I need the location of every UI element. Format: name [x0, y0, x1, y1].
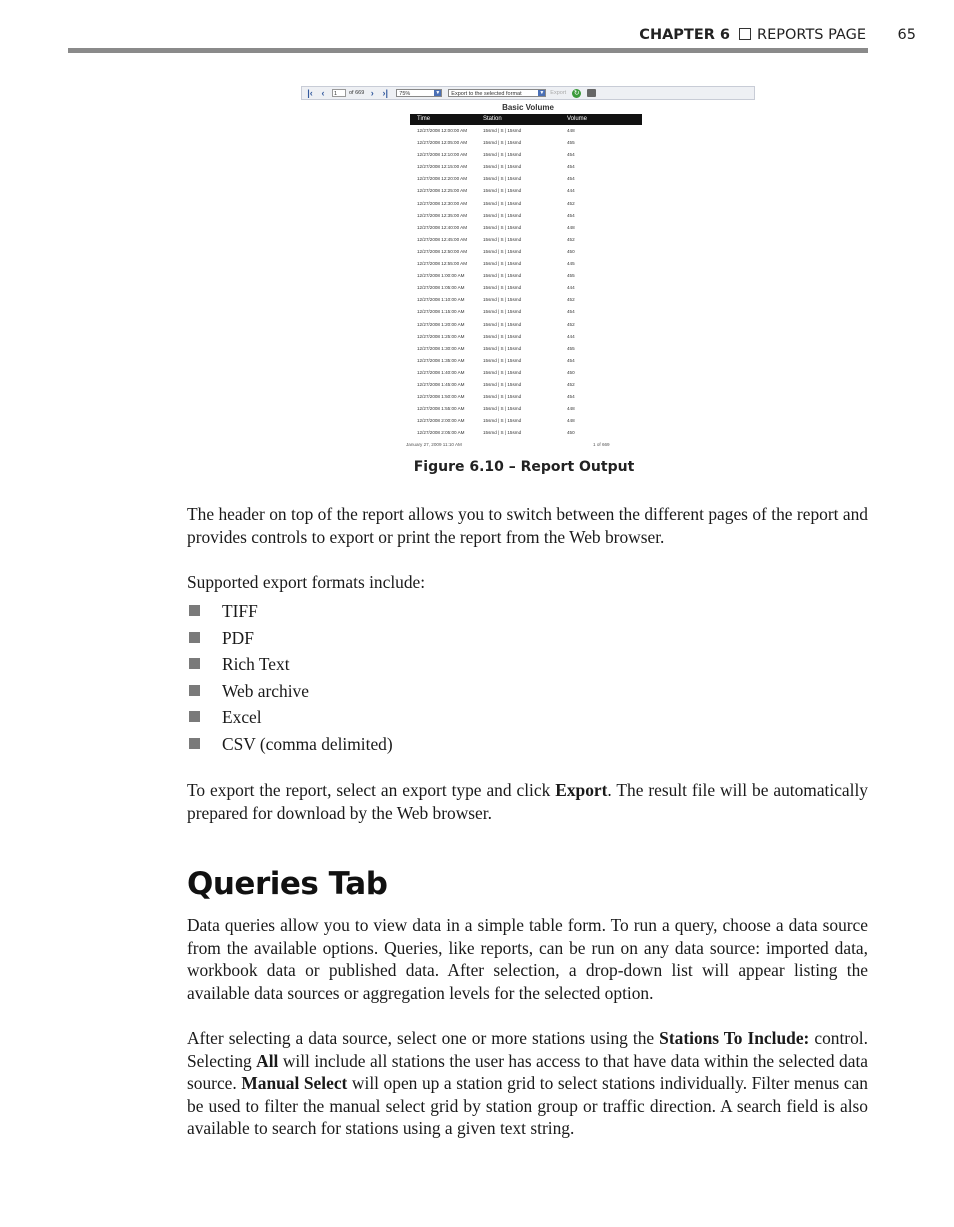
table-row — [410, 258, 642, 270]
cell-time: 12/27/2008 1:40:00 AM — [417, 369, 465, 375]
cell-station: 15smd | S | 15smd — [483, 140, 522, 146]
column-header-station: Station — [483, 116, 502, 122]
cell-volume: 452 — [567, 321, 575, 327]
box-separator-icon — [739, 28, 751, 40]
cell-station: 15smd | S | 15smd — [483, 321, 522, 327]
cell-time: 12/27/2008 1:00:00 AM — [417, 273, 465, 279]
cell-station: 15smd | S | 15smd — [483, 394, 522, 400]
cell-station: 15smd | S | 15smd — [483, 200, 522, 206]
cell-time: 12/27/2008 1:10:00 AM — [417, 297, 465, 303]
table-row — [410, 125, 642, 137]
cell-station: 15smd | S | 15smd — [483, 224, 522, 230]
figure-caption: Figure 6.10 – Report Output — [413, 459, 635, 475]
first-page-icon[interactable]: |‹ — [307, 88, 313, 98]
cell-volume: 454 — [567, 357, 575, 363]
table-row — [410, 306, 642, 318]
chevron-down-icon: ▼ — [435, 90, 441, 96]
export-format-value: Export to the selected format — [451, 91, 522, 97]
cell-time: 12/27/2008 12:05:00 AM — [417, 140, 468, 146]
table-row — [410, 246, 642, 258]
previous-page-icon[interactable]: ‹ — [321, 88, 325, 98]
paragraph-export-instructions: To export the report, select an export type and click Export. The result file will be automatically prepared for download by the Web browser. — [187, 780, 868, 823]
cell-volume: 454 — [567, 394, 575, 400]
cell-time: 12/27/2008 12:20:00 AM — [417, 176, 468, 182]
cell-volume: 444 — [567, 333, 575, 339]
table-row — [410, 319, 642, 331]
cell-station: 15smd | S | 15smd — [483, 212, 522, 218]
cell-time: 12/27/2008 1:45:00 AM — [417, 381, 465, 387]
cell-time: 12/27/2008 1:25:00 AM — [417, 333, 465, 339]
table-row — [410, 161, 642, 173]
bold-stations-to-include: Stations To Include: — [659, 1028, 810, 1048]
export-formats-list — [187, 600, 393, 760]
cell-time: 12/27/2008 12:40:00 AM — [417, 224, 468, 230]
cell-station: 15smd | S | 15smd — [483, 333, 522, 339]
table-row — [410, 282, 642, 294]
page-input[interactable]: 1 — [332, 89, 346, 97]
cell-time: 12/27/2008 1:20:00 AM — [417, 321, 465, 327]
page-total: of 669 — [349, 90, 365, 96]
zoom-value: 75% — [399, 91, 411, 97]
list-item: CSV (comma delimited) — [187, 733, 393, 760]
cell-volume: 448 — [567, 406, 575, 412]
table-header — [410, 114, 642, 125]
bold-all: All — [256, 1050, 279, 1071]
cell-station: 15smd | S | 15smd — [483, 406, 522, 412]
list-item: Excel — [187, 706, 393, 733]
table-row — [410, 185, 642, 197]
cell-volume: 454 — [567, 164, 575, 170]
table-row — [410, 234, 642, 246]
table-row — [410, 137, 642, 149]
cell-time: 12/27/2008 2:05:00 AM — [417, 430, 465, 436]
list-item: TIFF — [187, 600, 393, 627]
cell-volume: 454 — [567, 309, 575, 315]
cell-volume: 445 — [567, 261, 575, 267]
table-row — [410, 149, 642, 161]
chapter-heading — [639, 27, 866, 43]
report-toolbar — [301, 86, 755, 100]
running-header — [68, 24, 918, 48]
table-row — [410, 331, 642, 343]
table-body — [410, 125, 642, 439]
cell-time: 12/27/2008 12:10:00 AM — [417, 152, 468, 158]
cell-station: 15smd | S | 15smd — [483, 430, 522, 436]
table-row — [410, 415, 642, 427]
cell-volume: 448 — [567, 128, 575, 133]
cell-time: 12/27/2008 1:35:00 AM — [417, 357, 465, 363]
export-format-select[interactable] — [448, 89, 546, 97]
page-number: 65 — [897, 27, 916, 43]
table-row — [410, 343, 642, 355]
cell-time: 12/27/2008 12:15:00 AM — [417, 164, 468, 170]
cell-station: 15smd | S | 15smd — [483, 357, 522, 363]
cell-time: 12/27/2008 12:45:00 AM — [417, 236, 468, 242]
cell-time: 12/27/2008 12:50:00 AM — [417, 248, 468, 254]
cell-station: 15smd | S | 15smd — [483, 188, 522, 194]
bullet-square-icon — [189, 738, 200, 749]
cell-time: 12/27/2008 1:55:00 AM — [417, 406, 465, 412]
table-row — [410, 355, 642, 367]
paragraph-station-selection: After selecting a data source, select one or more stations using the Stations To Include: control. Selecting All will include all stations the user has access to that have data within the selected data source. Manual Select will open up a station grid to select stations individually. Filter menus can be used to filter the manual select grid by station group or traffic direction. A search field is also available to search for stations using a given text string. — [187, 1028, 868, 1139]
table-row — [410, 379, 642, 391]
last-page-icon[interactable]: ›| — [382, 88, 389, 98]
report-table — [410, 114, 642, 439]
cell-station: 15smd | S | 15smd — [483, 369, 522, 375]
cell-volume: 454 — [567, 152, 575, 158]
list-item: Rich Text — [187, 653, 393, 680]
bold-manual-select: Manual Select — [241, 1073, 348, 1094]
cell-time: 12/27/2008 12:55:00 AM — [417, 261, 468, 267]
table-row — [410, 367, 642, 379]
cell-volume: 452 — [567, 297, 575, 303]
cell-station: 15smd | S | 15smd — [483, 164, 522, 170]
cell-volume: 450 — [567, 369, 575, 375]
cell-volume: 450 — [567, 248, 575, 254]
cell-station: 15smd | S | 15smd — [483, 128, 522, 133]
next-page-icon[interactable]: › — [370, 88, 374, 98]
chevron-down-icon: ▼ — [539, 90, 545, 96]
cell-station: 15smd | S | 15smd — [483, 309, 522, 315]
table-row — [410, 391, 642, 403]
cell-time: 12/27/2008 12:00:00 AM — [417, 128, 468, 133]
refresh-icon[interactable]: ↻ — [573, 89, 580, 97]
cell-time: 12/27/2008 12:25:00 AM — [417, 188, 468, 194]
cell-volume: 454 — [567, 212, 575, 218]
table-row — [410, 294, 642, 306]
cell-volume: 455 — [567, 345, 575, 351]
bullet-square-icon — [189, 685, 200, 696]
cell-volume: 448 — [567, 224, 575, 230]
cell-station: 15smd | S | 15smd — [483, 248, 522, 254]
export-button[interactable]: Export — [550, 90, 567, 96]
list-item: PDF — [187, 627, 393, 654]
cell-volume: 455 — [567, 140, 575, 146]
paragraph-queries-intro: Data queries allow you to view data in a simple table form. To run a query, choose a data source from the available options. Queries, like reports, can be run on any data source: imported data, workbook data or published data. After selection, a drop-down list will appear listing the available data sources or aggregation levels for the selected option. — [187, 915, 868, 1003]
cell-time: 12/27/2008 12:35:00 AM — [417, 212, 468, 218]
cell-station: 15smd | S | 15smd — [483, 236, 522, 242]
cell-time: 12/27/2008 1:05:00 AM — [417, 285, 465, 291]
column-header-time: Time — [417, 116, 431, 122]
table-row — [410, 403, 642, 415]
cell-time: 12/27/2008 12:30:00 AM — [417, 200, 468, 206]
table-row — [410, 222, 642, 234]
cell-volume: 450 — [567, 430, 575, 436]
section-title: Queries Tab — [187, 866, 388, 902]
cell-volume: 452 — [567, 236, 575, 242]
bullet-square-icon — [189, 658, 200, 669]
cell-volume: 452 — [567, 381, 575, 387]
cell-volume: 444 — [567, 285, 575, 291]
column-header-volume: Volume — [567, 116, 588, 122]
cell-time: 12/27/2008 1:15:00 AM — [417, 309, 465, 315]
table-row — [410, 427, 642, 439]
cell-time: 12/27/2008 1:50:00 AM — [417, 394, 465, 400]
cell-station: 15smd | S | 15smd — [483, 297, 522, 303]
report-footer-date: January 27, 2009 11:10 AM — [406, 442, 462, 447]
cell-station: 15smd | S | 15smd — [483, 345, 522, 351]
cell-station: 15smd | S | 15smd — [483, 273, 522, 279]
print-icon[interactable] — [587, 89, 596, 97]
cell-station: 15smd | S | 15smd — [483, 285, 522, 291]
header-rule — [68, 48, 868, 53]
report-viewer — [301, 86, 756, 452]
table-row — [410, 173, 642, 185]
cell-station: 15smd | S | 15smd — [483, 176, 522, 182]
paragraph-report-header: The header on top of the report allows you to switch between the different pages of the report and provides controls to export or print the report from the Web browser. — [187, 504, 868, 547]
cell-station: 15smd | S | 15smd — [483, 261, 522, 267]
cell-station: 15smd | S | 15smd — [483, 152, 522, 158]
cell-volume: 448 — [567, 418, 575, 424]
zoom-select[interactable] — [396, 89, 442, 97]
bullet-square-icon — [189, 711, 200, 722]
cell-volume: 444 — [567, 188, 575, 194]
table-row — [410, 210, 642, 222]
table-row — [410, 270, 642, 282]
cell-station: 15smd | S | 15smd — [483, 418, 522, 424]
cell-volume: 455 — [567, 273, 575, 279]
bullet-square-icon — [189, 605, 200, 616]
bold-export: Export — [555, 780, 608, 800]
report-title: Basic Volume — [502, 103, 554, 112]
section-label: REPORTS PAGE — [757, 27, 866, 43]
paragraph-export-formats-intro: Supported export formats include: — [187, 572, 426, 592]
report-footer-page: 1 of 669 — [593, 442, 610, 447]
list-item: Web archive — [187, 680, 393, 707]
table-row — [410, 198, 642, 210]
cell-time: 12/27/2008 1:30:00 AM — [417, 345, 465, 351]
cell-volume: 454 — [567, 176, 575, 182]
cell-volume: 452 — [567, 200, 575, 206]
chapter-label: CHAPTER 6 — [639, 27, 731, 43]
cell-station: 15smd | S | 15smd — [483, 381, 522, 387]
bullet-square-icon — [189, 632, 200, 643]
cell-time: 12/27/2008 2:00:00 AM — [417, 418, 465, 424]
